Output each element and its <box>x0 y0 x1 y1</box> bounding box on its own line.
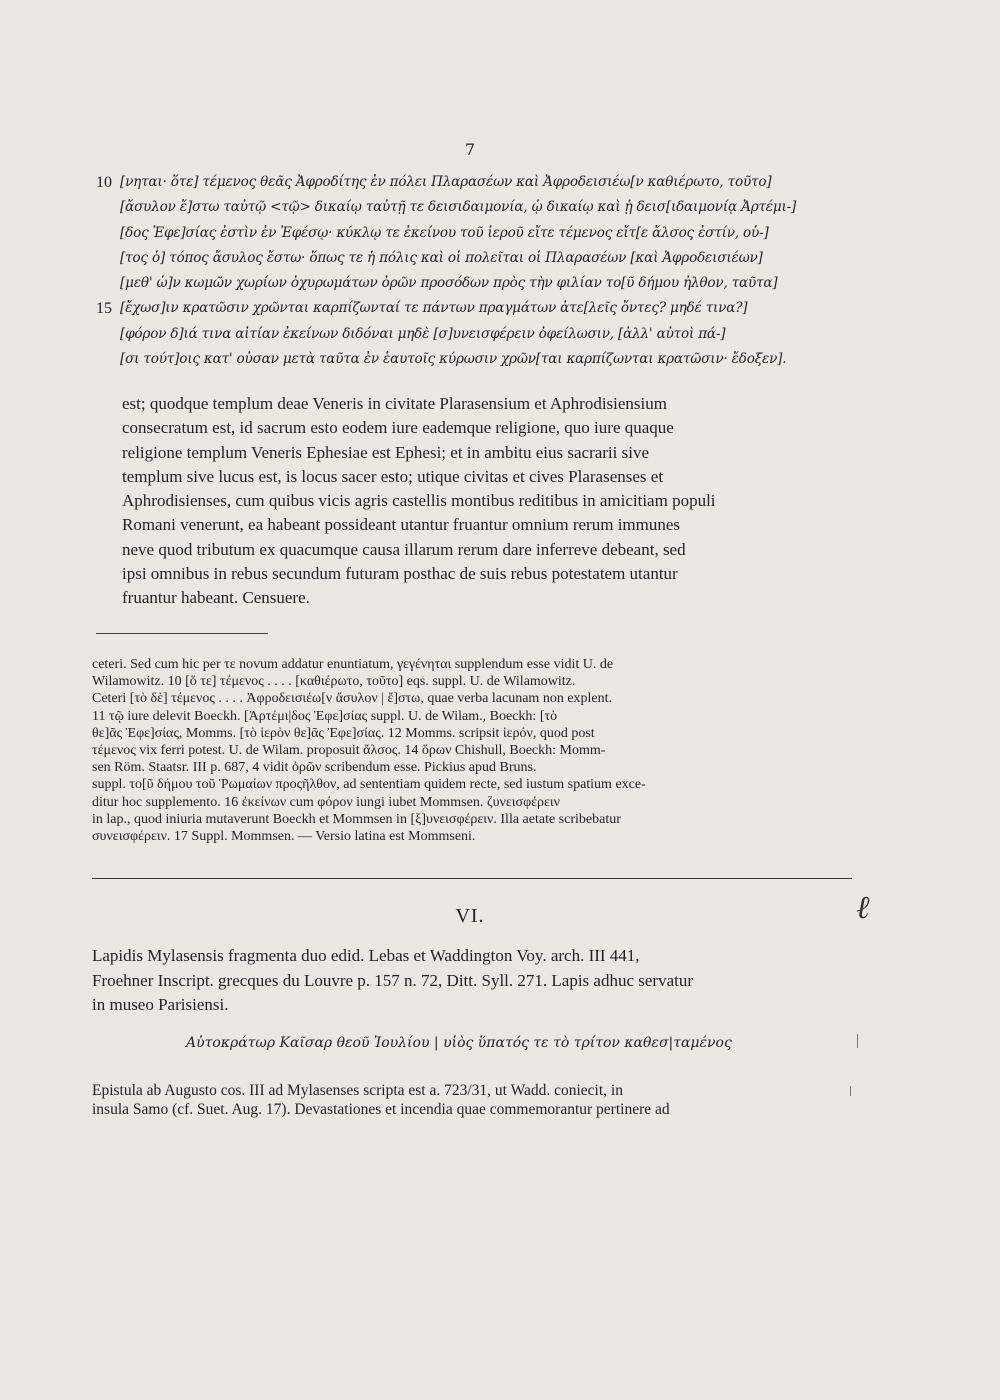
latin-line: est; quodque templum deae Veneris in civitate Plarasensium et Aphrodisiensium <box>122 394 667 413</box>
latin-translation <box>122 392 842 611</box>
line-number: 10 <box>96 174 112 191</box>
latin-line: Romani venerunt, ea habeant possideant utantur fruantur omnium rerum immunes <box>122 515 681 535</box>
line-number: 15 <box>96 300 112 318</box>
note-line: Ceteri [τὸ δὲ] τέμενος . . . . Ἀφροδεισιέω[ν ἄσυλον | ἔ]στω, quae verba lacunam non explent. <box>92 691 613 707</box>
greek-heading: Αὐτοκράτωρ Καῖσαρ θεοῦ Ἰουλίου | υἱὸς ὕπατός τε τὸ τρίτον καθεσ|ταμένος <box>186 1035 732 1051</box>
section-heading: VI. <box>455 905 485 927</box>
latin-line: templum sive lucus est, is locus sacer esto; utique civitas et cives Plarasenses et <box>122 466 664 486</box>
latin-line: fruantur habeant. Censuere. <box>122 588 310 608</box>
greek-line <box>96 250 856 275</box>
note-line: in lap., quod iniuria mutaverunt Boeckh et Mommsen in [ξ]υνεισφέρειν. Illa aetate scribebatur <box>92 811 621 827</box>
section-intro <box>92 944 840 1018</box>
page-number: 7 <box>464 140 476 159</box>
latin-line: consecratum est, id sacrum esto eodem iure eademque religione, quo iure quaque <box>122 418 674 438</box>
note-line: θε]ᾶς Ἐφε]σίας, Momms. [τὸ ἱερὸν θε]ᾶς Ἐφε]σίας. 12 Momms. scripsit ἱερόν, quod post <box>92 725 595 741</box>
greek-text: [ἄσυλον ἔ]στω ταὐτῷ <τῷ> δικαίῳ ταὐτῇ τε δεισιδαιμονία, ᾧ δικαίῳ καὶ ᾗ δεισ[ιδαιμονίᾳ Ἀρτέμι-] <box>120 199 797 216</box>
note-line: suppl. το[ῦ δήμου τοῦ Ῥωμαίων προςῆλθον, ad sententiam quidem recte, sed iustum spatium exce- <box>92 777 646 793</box>
greek-line <box>96 275 856 300</box>
intro-line: Froehner Inscript. grecques du Louvre p. 157 n. 72, Ditt. Syll. 271. Lapis adhuc servatur <box>92 970 694 990</box>
latin-line: religione templum Veneris Ephesiae est Ephesi; et in ambitu eius sacrarii sive <box>122 442 650 462</box>
greek-line <box>96 351 856 376</box>
margin-tick <box>857 1034 858 1048</box>
greek-text: [φόρον δ]ιά τινα αἰτίαν ἐκείνων διδόναι μηδὲ [σ]υνεισφέρειν ὀφείλωσιν, [ἀλλ' αὐτοὶ πά-] <box>120 325 726 342</box>
handwritten-margin-mark: ℓ <box>856 888 870 926</box>
note-line: τέμενος vix ferri potest. U. de Wilam. proposuit ἄλσος. 14 ὅρων Chishull, Boeckh: Momm- <box>92 743 606 759</box>
section-divider <box>92 878 852 879</box>
note-line: ceteri. Sed cum hic per τε novum addatur enuntiatum, γεγένηται supplendum esse vidit U. de <box>92 657 614 672</box>
greek-line <box>96 199 856 224</box>
intro-line: Lapidis Mylasensis fragmenta duo edid. Lebas et Waddington Voy. arch. III 441, <box>92 946 640 965</box>
critical-apparatus <box>92 656 840 845</box>
greek-text: [δος Ἐφε]σίας ἐστὶν ἐν Ἐφέσῳ· κύκλῳ τε ἐκείνου τοῦ ἱεροῦ εἴτε τέμενος εἴτ[ε ἄλσος ἐστίν, οὗ-] <box>120 224 769 241</box>
epistula-paragraph <box>92 1081 844 1119</box>
intro-line: in museo Parisiensi. <box>92 995 229 1015</box>
greek-text: [σι τούτ]οις κατ' οὐσαν μετὰ ταῦτα ἐν ἑαυτοῖς κύρωσιν χρῶν[ται καρπίζωνται κρατῶσιν· ἔδοξεν]. <box>120 351 787 368</box>
greek-text: [νηται· ὅτε] τέμενος θεᾶς Ἀφροδίτης ἐν πόλει Πλαρασέων καὶ Ἀφροδεισιέω[ν καθιέρωτο, τοῦτο] <box>120 174 772 190</box>
greek-line <box>96 174 856 199</box>
greek-text: [τος ὁ] τόπος ἄσυλος ἔστω· ὅπως τε ἡ πόλις καὶ οἱ πολεῖται οἱ Πλαρασέων [καὶ Ἀφροδεισιέων] <box>120 249 763 266</box>
latin-line: Aphrodisienses, cum quibus vicis agris castellis montibus reditibus in amicitiam populi <box>122 491 716 511</box>
latin-line: neve quod tributum ex quacumque causa illarum rerum dare inferreve debeant, sed <box>122 539 686 559</box>
greek-inscription <box>96 174 856 376</box>
greek-line <box>96 326 856 351</box>
greek-text: [ἔχωσ]ιν κρατῶσιν χρῶνται καρπίζωνταί τε πάντων πραγμάτων ἀτε[λεῖς ὄντες? μηδέ τινα?] <box>120 300 748 317</box>
latin-line: ipsi omnibus in rebus secundum futuram posthac de suis rebus potestatem utantur <box>122 564 678 584</box>
footnote-divider <box>96 633 268 634</box>
note-line: Wilamowitz. 10 [ὅ τε] τέμενος . . . . [καθιέρωτο, τοῦτο] eqs. suppl. U. de Wilamowitz. <box>92 674 576 690</box>
note-line: ditur hoc supplemento. 16 ἐκείνων cum φόρον iungi iubet Mommsen. ζυνεισφέρειν <box>92 794 560 810</box>
greek-line <box>96 225 856 250</box>
greek-line <box>96 300 856 325</box>
epistula-line: insula Samo (cf. Suet. Aug. 17). Devastationes et incendia quae commemorantur pertinere ad <box>92 1101 670 1118</box>
note-line: συνεισφέρειν. 17 Suppl. Mommsen. — Versio latina est Mommseni. <box>92 829 476 845</box>
greek-text: [μεθ' ὧ]ν κωμῶν χωρίων ὀχυρωμάτων ὀρῶν προσόδων πρὸς τὴν φιλίαν το[ῦ δήμου ἦλθον, ταῦτα] <box>120 275 778 292</box>
margin-tick <box>850 1086 851 1096</box>
epistula-line: Epistula ab Augusto cos. III ad Mylasenses scripta est a. 723/31, ut Wadd. coniecit, in <box>92 1082 623 1099</box>
note-line: 11 τῷ iure delevit Boeckh. [Ἀρτέμι|δος Ἐφε]σίας suppl. U. de Wilam., Boeckh: [τὸ <box>92 708 558 724</box>
note-line: sen Röm. Staatsr. III p. 687, 4 vidit ὀρῶν scribendum esse. Pickius apud Bruns. <box>92 760 537 776</box>
